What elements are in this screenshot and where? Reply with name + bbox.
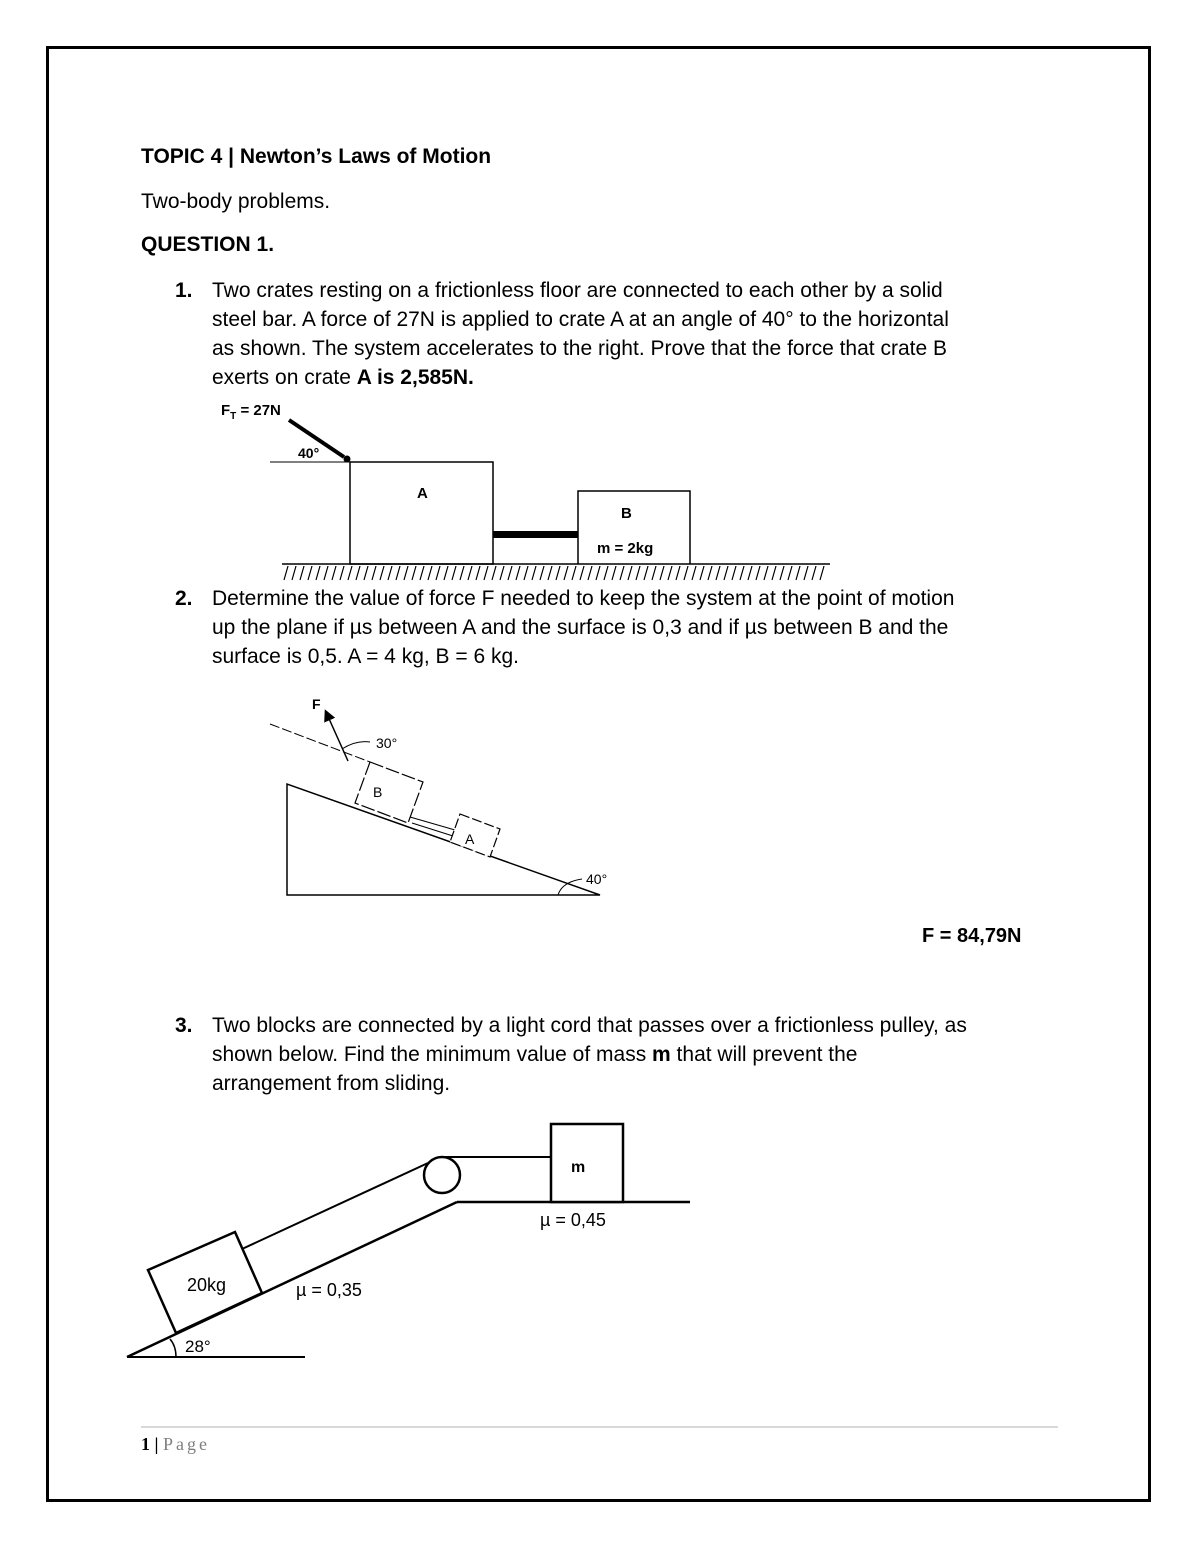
diagram-3-mu-incline: µ = 0,35 <box>296 1280 362 1300</box>
diagram-3-block-m-label: m <box>571 1159 586 1176</box>
subtitle: Two-body problems. <box>141 190 331 213</box>
problem-3-mass-symbol: m <box>652 1043 671 1066</box>
diagram-2-force-angle-arc <box>342 742 370 749</box>
diagram-3-cord-incline <box>242 1163 428 1249</box>
diagram-1-steel-bar <box>493 531 578 538</box>
diagram-2-force-arrow <box>326 712 348 761</box>
diagram-1-floor-hatch <box>284 566 824 580</box>
diagram-2-block-b-label: B <box>373 784 383 800</box>
diagram-3-block-m <box>551 1124 623 1202</box>
page-separator: | <box>150 1434 163 1454</box>
diagram-2-cord-2 <box>412 823 453 836</box>
problem-3-line-3: arrangement from sliding. <box>212 1072 451 1095</box>
diagram-2-force-angle: 30° <box>376 735 398 751</box>
diagram-2-block-a-label: A <box>465 831 475 847</box>
diagram-2-incline <box>287 784 600 895</box>
problem-2-line-3: surface is 0,5. A = 4 kg, B = 6 kg. <box>212 645 520 668</box>
diagram-3-angle-arc <box>170 1339 176 1357</box>
diagram-1 <box>221 402 830 580</box>
diagram-3-mu-top: µ = 0,45 <box>540 1210 606 1230</box>
diagram-2-block-b <box>355 762 423 823</box>
problem-1-line-4-text: exerts on crate <box>212 366 357 389</box>
diagram-2-force-label: F <box>312 696 321 712</box>
question-heading: QUESTION 1. <box>141 233 275 256</box>
problem-2-answer: F = 84,79N <box>922 925 1022 947</box>
problem-3-line-1: Two blocks are connected by a light cord that passes over a frictionless pulley, as <box>212 1014 967 1037</box>
page-number: 1 <box>141 1434 150 1454</box>
diagram-1-mass-label: m = 2kg <box>597 540 654 557</box>
diagram-3-block-20kg-label: 20kg <box>187 1275 227 1295</box>
diagram-1-crate-a-label: A <box>417 485 428 502</box>
problem-1-line-1: Two crates resting on a frictionless floor are connected to each other by a solid <box>212 279 943 302</box>
problem-2-number: 2. <box>175 587 193 610</box>
diagram-2-cord-1 <box>410 817 455 830</box>
problem-1-result: A is 2,585N. <box>356 366 474 389</box>
problem-2-line-2: up the plane if µs between A and the surface is 0,3 and if µs between B and the <box>212 616 949 639</box>
diagram-1-angle-label: 40° <box>298 445 320 461</box>
diagram-3-angle-label: 28° <box>185 1337 211 1356</box>
diagram-2-incline-angle: 40° <box>586 871 608 887</box>
diagram-1-force-arrow-tip <box>344 456 351 463</box>
problem-1-line-2: steel bar. A force of 27N is applied to crate A at an angle of 40° to the horizontal <box>212 308 949 331</box>
diagram-1-crate-a <box>350 462 493 564</box>
page-label: Page <box>162 1434 210 1454</box>
problem-1-number: 1. <box>175 279 193 302</box>
diagram-3-pulley <box>424 1157 460 1193</box>
diagram-2 <box>270 696 607 895</box>
page-footer <box>141 1434 210 1455</box>
diagram-3 <box>127 1124 690 1357</box>
diagram-1-crate-b-label: B <box>621 505 632 522</box>
diagram-1-force-label: $F_T = 27N$ <box>221 402 281 422</box>
footer-divider <box>141 1426 1058 1428</box>
problem-3-line-2-a: shown below. Find the minimum value of mass <box>212 1043 653 1066</box>
problem-2-line-1: Determine the value of force F needed to keep the system at the point of motion <box>212 587 955 610</box>
diagram-2-block-a <box>450 814 500 857</box>
problem-3-number: 3. <box>175 1014 193 1037</box>
topic-heading: TOPIC 4 | Newton’s Laws of Motion <box>141 145 492 168</box>
problem-1-line-3: as shown. The system accelerates to the right. Prove that the force that crate B <box>212 337 947 360</box>
problem-3-line-2-b: that will prevent the <box>670 1043 858 1066</box>
